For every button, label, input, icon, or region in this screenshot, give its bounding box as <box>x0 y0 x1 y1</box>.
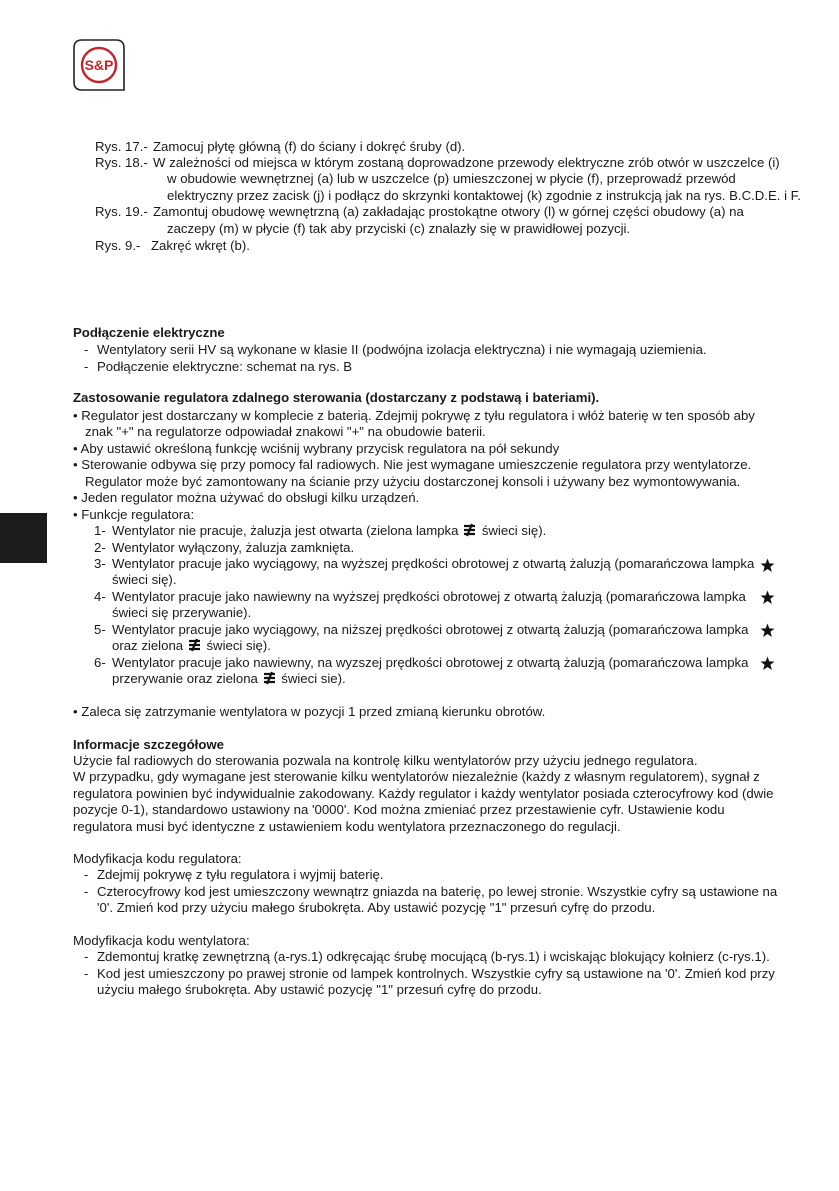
remote-note: • Zaleca się zatrzymanie wentylatora w pozycji 1 przed zmianą kierunku obrotów. <box>73 704 546 719</box>
rys-19-text-2: zaczepy (m) w płycie (f) tak aby przyciski (c) znalazły się w prawidłowej pozycji. <box>167 221 631 236</box>
function-1-text: Wentylator nie pracuje, żaluzja jest otwarta (zielona lampka świeci się). <box>112 523 547 538</box>
function-5-text: Wentylator pracuje jako wyciągowy, na niższej prędkości obrotowej z otwartą żaluzją (pomarańczowa lampka <box>112 622 749 637</box>
info-line-3: regulatora powinien być indywidualnie zakodowany. Każdy regulator i każdy wentylator posiada czterocyfrowy kod (dwie <box>73 786 774 801</box>
mod-fan-line-3: użyciu małego śrubokręta. Aby ustawić pozycję "1" przesuń cyfrę do przodu. <box>97 982 542 997</box>
function-2-num: 2- <box>94 540 106 555</box>
electrical-item-1: Wentylatory serii HV są wykonane w klasie II (podwójna izolacja elektryczna) i nie wymagają uziemienia. <box>97 342 707 357</box>
rys-18-text-1: W zależności od miejsca w którym zostaną doprowadzone przewody elektryczne zrób otwór w uszczelce (i) <box>153 155 780 170</box>
remote-line-2: znak "+" na regulatorze odpowiadał znakowi "+" na obudowie baterii. <box>85 424 486 439</box>
info-line-2: W przypadku, gdy wymagane jest sterowanie kilku wentylatorów niezależnie (każdy z własnym regulatorem), sygnał z <box>73 769 760 784</box>
rys-17-text: Zamocuj płytę główną (f) do ściany i dokręć śruby (d). <box>153 139 466 154</box>
remote-line-1: • Regulator jest dostarczany w komplecie z baterią. Zdejmij pokrywę z tyłu regulatora i włóż baterię w ten sposób aby <box>73 408 755 423</box>
sp-logo <box>73 39 125 91</box>
info-line-1: Użycie fal radiowych do sterowania pozwala na kontrolę kilku wentylatorów przy użyciu jednego regulatora. <box>73 753 698 768</box>
rys-18-label: Rys. 18.- <box>95 155 148 170</box>
remote-line-3: • Aby ustawić określoną funkcję wciśnij wybrany przycisk regulatora na pół sekundy <box>73 441 560 456</box>
mod-fan-line-1: Zdemontuj kratkę zewnętrzną (a-rys.1) odkręcając śrubę mocującą (b-rys.1) i wciskając blokujący kołnierz (c-rys.1). <box>97 949 770 964</box>
function-5-num: 5- <box>94 622 106 637</box>
remote-line-4: • Sterowanie odbywa się przy pomocy fal radiowych. Nie jest wymagane umieszczenie regulatora przy wentylatorze. <box>73 457 752 472</box>
function-6-num: 6- <box>94 655 106 670</box>
function-6-text: Wentylator pracuje jako nawiewny, na wyzszej prędkości obrotowej z otwartą żaluzją (pomarańczowa lampka <box>112 655 749 670</box>
green-lamp-icon <box>462 523 478 537</box>
mod-fan-line-2: Kod jest umieszczony po prawej stronie od lampek kontrolnych. Wszystkie cyfry są ustawione na '0'. Zmień kod przy <box>97 966 775 981</box>
orange-lamp-icon <box>760 656 775 671</box>
rys-9-text: Zakręć wkręt (b). <box>151 238 250 253</box>
remote-line-6: • Jeden regulator można używać do obsługi kilku urządzeń. <box>73 490 420 505</box>
green-lamp-icon <box>262 671 278 685</box>
green-lamp-icon <box>187 638 203 652</box>
electrical-item-2: Podłączenie elektryczne: schemat na rys. B <box>97 359 353 374</box>
orange-lamp-icon <box>760 558 775 573</box>
function-1-num: 1- <box>94 523 106 538</box>
mod-fan-heading: Modyfikacja kodu wentylatora: <box>73 933 250 948</box>
function-2-text: Wentylator wyłączony, żaluzja zamknięta. <box>112 540 355 555</box>
rys-19-label: Rys. 19.- <box>95 204 148 219</box>
rys-19-text-1: Zamontuj obudowę wewnętrzną (a) zakładając prostokątne otwory (l) w górnej części obudowy (a) na <box>153 204 744 219</box>
mod-reg-heading: Modyfikacja kodu regulatora: <box>73 851 242 866</box>
rys-9-label: Rys. 9.- <box>95 238 141 253</box>
remote-line-7: • Funkcje regulatora: <box>73 507 195 522</box>
mod-reg-line-2: Czterocyfrowy kod jest umieszczony wewnątrz gniazda na baterię, po lewej stronie. Wszystkie cyfry są ustawione na <box>97 884 778 899</box>
rys-17-label: Rys. 17.- <box>95 139 148 154</box>
function-3-cont: świeci się). <box>112 572 177 587</box>
info-heading: Informacje szczegółowe <box>73 737 224 752</box>
info-line-4: pozycje 0-1), standardowo ustawiony na '0000'. Kod można zmieniać przez przestawienie cyfr. Ustawienie kodu <box>73 802 725 817</box>
electrical-heading: Podłączenie elektryczne <box>73 325 225 340</box>
rys-18-text-2: w obudowie wewnętrznej (a) lub w uszczelce (p) umieszczonej w płycie (f), przeprowadź przewód <box>167 171 736 186</box>
section-tab-marker <box>0 513 47 563</box>
logo-text: S&P <box>84 57 114 73</box>
function-4-num: 4- <box>94 589 106 604</box>
remote-line-5: Regulator może być zamontowany na ścianie przy użyciu dostarczonej konsoli i używany bez wymontowywania. <box>85 474 741 489</box>
function-4-cont: świeci się przerywanie). <box>112 605 252 620</box>
orange-lamp-icon <box>760 623 775 638</box>
info-line-5: regulatora musi być identyczne z ustawieniem kodu wentylatora przeznaczonego do regulacji. <box>73 819 621 834</box>
function-3-text: Wentylator pracuje jako wyciągowy, na wyższej prędkości obrotowej z otwartą żaluzją (pomarańczowa lampka <box>112 556 755 571</box>
function-4-text: Wentylator pracuje jako nawiewny na wyższej prędkości obrotowej z otwartą żaluzją (pomarańczowa lampka <box>112 589 746 604</box>
mod-reg-line-3: '0'. Zmień kod przy użyciu małego śrubokręta. Aby ustawić pozycję "1" przesuń cyfrę do przodu. <box>97 900 656 915</box>
function-3-num: 3- <box>94 556 106 571</box>
rys-18-text-3: elektryczny przez zacisk (j) i podłącz do skrzynki kontaktowej (k) zgodnie z instrukcją jak na rys. B.C.D.E. i F. <box>167 188 801 203</box>
remote-heading: Zastosowanie regulatora zdalnego sterowania (dostarczany z podstawą i bateriami). <box>73 390 600 405</box>
function-6-cont: przerywanie oraz zielona świeci sie). <box>112 671 346 686</box>
orange-lamp-icon <box>760 590 775 605</box>
mod-reg-line-1: Zdejmij pokrywę z tyłu regulatora i wyjmij baterię. <box>97 867 384 882</box>
function-5-cont: oraz zielona świeci się). <box>112 638 271 653</box>
